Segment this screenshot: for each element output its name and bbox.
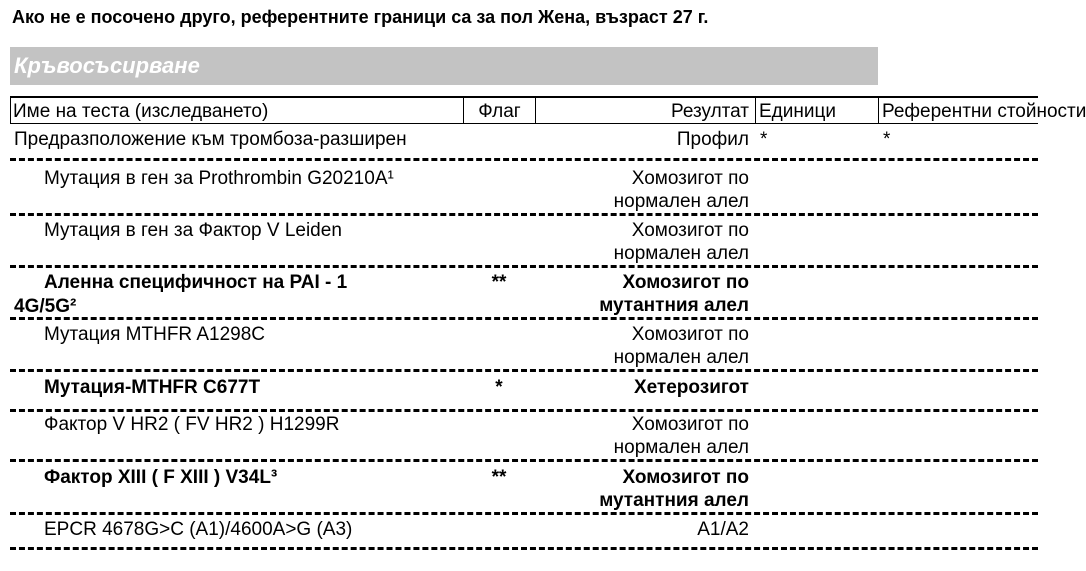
test-result-line2: нормален алел — [613, 347, 749, 368]
row-divider — [10, 512, 1038, 515]
test-name: Фактор V HR2 ( FV HR2 ) H1299R — [44, 414, 340, 435]
row-divider — [10, 158, 1038, 161]
test-result-line1: Хомозигот по — [631, 220, 749, 241]
table-row — [10, 219, 1038, 268]
row-divider — [10, 369, 1038, 372]
test-name: Мутация MTHFR A1298C — [44, 324, 266, 345]
row-divider — [10, 317, 1038, 320]
test-flag: ** — [491, 467, 507, 488]
column-header-reference: Референтни стойности — [878, 96, 1038, 124]
test-name: Предразположение към тромбоза-разширен — [14, 129, 407, 150]
test-result-line2: нормален алел — [613, 191, 749, 212]
test-reference: * — [883, 129, 891, 150]
table-row — [10, 466, 1038, 515]
test-name: Мутация-MTHFR C677T — [44, 377, 261, 398]
test-name-line1: Аленна специфичност на PAI - 1 — [44, 272, 348, 293]
table-row — [10, 518, 1038, 550]
test-flag: ** — [491, 272, 507, 293]
row-divider — [10, 213, 1038, 216]
column-header-result: Резултат — [535, 96, 755, 124]
row-divider — [10, 459, 1038, 462]
test-result-line2: нормален алел — [613, 437, 749, 458]
table-row — [10, 271, 1038, 320]
test-result: Хетерозигот — [633, 377, 749, 398]
test-result-line1: Хомозигот по — [631, 168, 749, 189]
table-row — [10, 128, 1038, 161]
test-result: Профил — [676, 129, 749, 150]
test-name: EPCR 4678G>C (A1)/4600A>G (A3) — [44, 519, 353, 540]
test-result-line2: нормален алел — [613, 243, 749, 264]
table-row — [10, 167, 1038, 216]
test-name: Мутация в ген за Prothrombin G20210A¹ — [44, 168, 394, 189]
column-header-units: Единици — [755, 96, 878, 124]
test-result-line1: Хомозигот по — [631, 414, 749, 435]
table-row — [10, 376, 1038, 412]
row-divider — [10, 265, 1038, 268]
test-result-line1: Хомозигот по — [631, 324, 749, 345]
test-result-line1: Хомозигот по — [622, 272, 749, 293]
column-header-name: Име на теста (изследването) — [10, 96, 463, 124]
test-result: A1/A2 — [697, 519, 749, 540]
test-flag: * — [495, 377, 503, 398]
test-result-line1: Хомозигот по — [622, 467, 749, 488]
table-row — [10, 323, 1038, 372]
table-row — [10, 413, 1038, 462]
test-name: Мутация в ген за Фактор V Leiden — [44, 220, 342, 241]
section-title: Кръвосъсирване — [14, 53, 200, 78]
column-header-flag: Флаг — [463, 96, 535, 124]
test-name: Фактор XIII ( F XIII ) V34L³ — [44, 467, 278, 488]
report-header-note: Ако не е посочено друго, референтните граници са за пол Жена, възраст 27 г. — [12, 7, 709, 27]
row-divider — [10, 547, 1038, 550]
test-result-line2: мутантния алел — [599, 295, 749, 316]
test-name-line2: 4G/5G² — [14, 296, 77, 317]
test-units: * — [760, 129, 768, 150]
test-result-line2: мутантния алел — [599, 490, 749, 511]
row-divider — [10, 409, 1038, 412]
section-banner — [10, 47, 878, 85]
